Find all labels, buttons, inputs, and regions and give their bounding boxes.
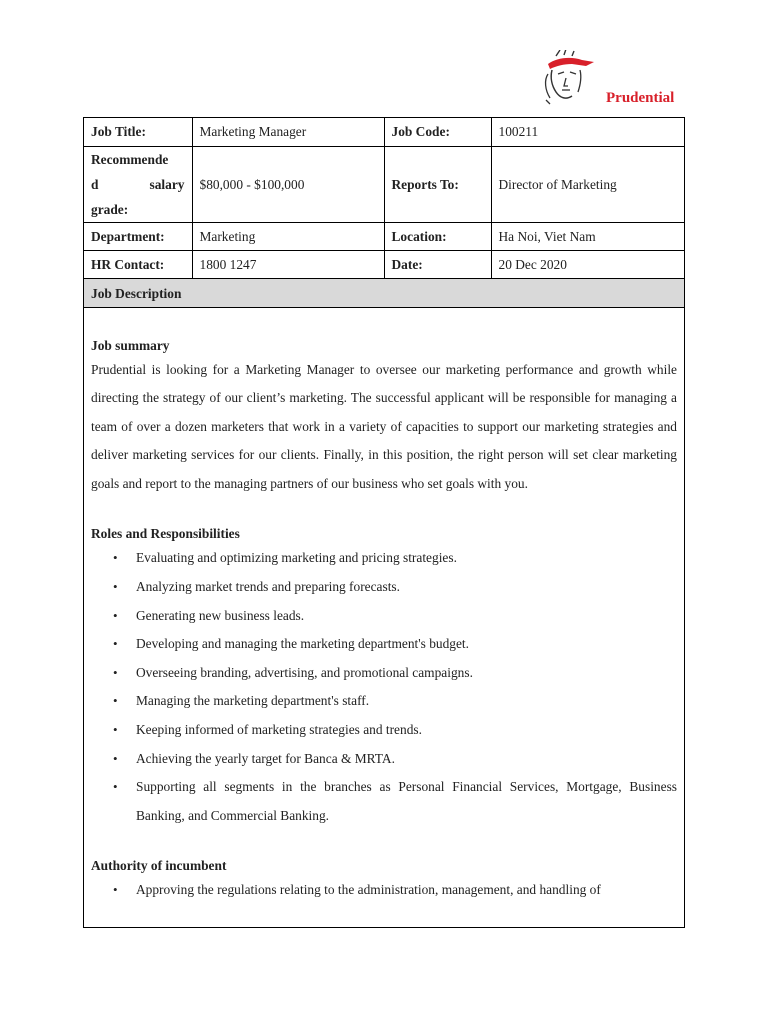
job-description-document — [83, 117, 685, 928]
list-item-text: Keeping informed of marketing strategies and trends. — [136, 722, 422, 738]
location-label: Location: — [384, 222, 491, 250]
job-summary-title: Job summary — [91, 337, 170, 353]
job-info-table — [84, 118, 684, 279]
list-item — [91, 687, 677, 716]
hr-contact-value: 1800 1247 — [192, 250, 384, 278]
list-item — [91, 630, 677, 659]
salary-label-line3: grade: — [91, 201, 129, 217]
company-logo — [536, 50, 686, 110]
authority-list — [91, 876, 677, 905]
date-label: Date: — [384, 250, 491, 278]
list-item-text: Generating new business leads. — [136, 607, 305, 623]
prudence-head-icon — [536, 50, 602, 106]
bullet-icon: • — [113, 779, 118, 795]
list-item-text: Developing and managing the marketing department's budget. — [136, 636, 469, 652]
salary-label-line1: Recommende — [91, 151, 169, 167]
location-value: Ha Noi, Viet Nam — [491, 222, 684, 250]
list-item-text: Evaluating and optimizing marketing and pricing strategies. — [136, 550, 457, 566]
job-code-value: 100211 — [491, 118, 684, 146]
bullet-icon: • — [113, 750, 118, 766]
authority-title: Authority of incumbent — [91, 858, 227, 874]
date-value: 20 Dec 2020 — [491, 250, 684, 278]
salary-label-line2: d salary — [91, 176, 185, 192]
department-value: Marketing — [192, 222, 384, 250]
bullet-icon: • — [113, 636, 118, 652]
list-item — [91, 745, 677, 774]
roles-list — [91, 544, 677, 830]
brand-name: Prudential — [606, 90, 675, 106]
list-item-text: Managing the marketing department's staff. — [136, 693, 370, 709]
bullet-icon: • — [113, 722, 118, 738]
job-summary-text: Prudential is looking for a Marketing Manager to oversee our marketing performance and growth while directing the strategy of our client’s marketing. The successful applicant will be responsible for managing a team of over a dozen marketers that work in a variety of capacities to support our marketing strategies and deliver marketing services for our clients. Finally, in this position, the right person will set clear marketing goals and report to the managing partners of our business who set goals with you. — [91, 361, 677, 491]
list-item — [91, 876, 677, 905]
bullet-icon: • — [113, 664, 118, 680]
reports-to-label: Reports To: — [384, 146, 491, 222]
list-item — [91, 573, 677, 602]
department-label: Department: — [84, 222, 192, 250]
list-item-text: Analyzing market trends and preparing forecasts. — [136, 579, 400, 595]
list-item-text: Supporting all segments in the branches as Personal Financial Services, Mortgage, Business Banking, and Commercial Banking. — [136, 779, 677, 823]
salary-value: $80,000 - $100,000 — [192, 146, 384, 222]
list-item — [91, 773, 677, 830]
roles-title: Roles and Responsibilities — [91, 526, 240, 542]
job-title-value: Marketing Manager — [192, 118, 384, 146]
list-item-text: Achieving the yearly target for Banca & MRTA. — [136, 750, 395, 766]
job-description-body — [84, 336, 684, 906]
bullet-icon: • — [113, 579, 118, 595]
list-item — [91, 659, 677, 688]
job-code-label: Job Code: — [384, 118, 491, 146]
list-item — [91, 602, 677, 631]
hr-contact-label: HR Contact: — [84, 250, 192, 278]
salary-grade-label — [84, 146, 192, 222]
list-item-text: Approving the regulations relating to the administration, management, and handling of — [136, 882, 601, 898]
job-title-label: Job Title: — [84, 118, 192, 146]
bullet-icon: • — [113, 882, 118, 898]
bullet-icon: • — [113, 607, 118, 623]
list-item — [91, 544, 677, 573]
bullet-icon: • — [113, 693, 118, 709]
reports-to-value: Director of Marketing — [491, 146, 684, 222]
job-description-header: Job Description — [84, 279, 684, 308]
list-item-text: Overseeing branding, advertising, and promotional campaigns. — [136, 664, 473, 680]
list-item — [91, 716, 677, 745]
bullet-icon: • — [113, 550, 118, 566]
